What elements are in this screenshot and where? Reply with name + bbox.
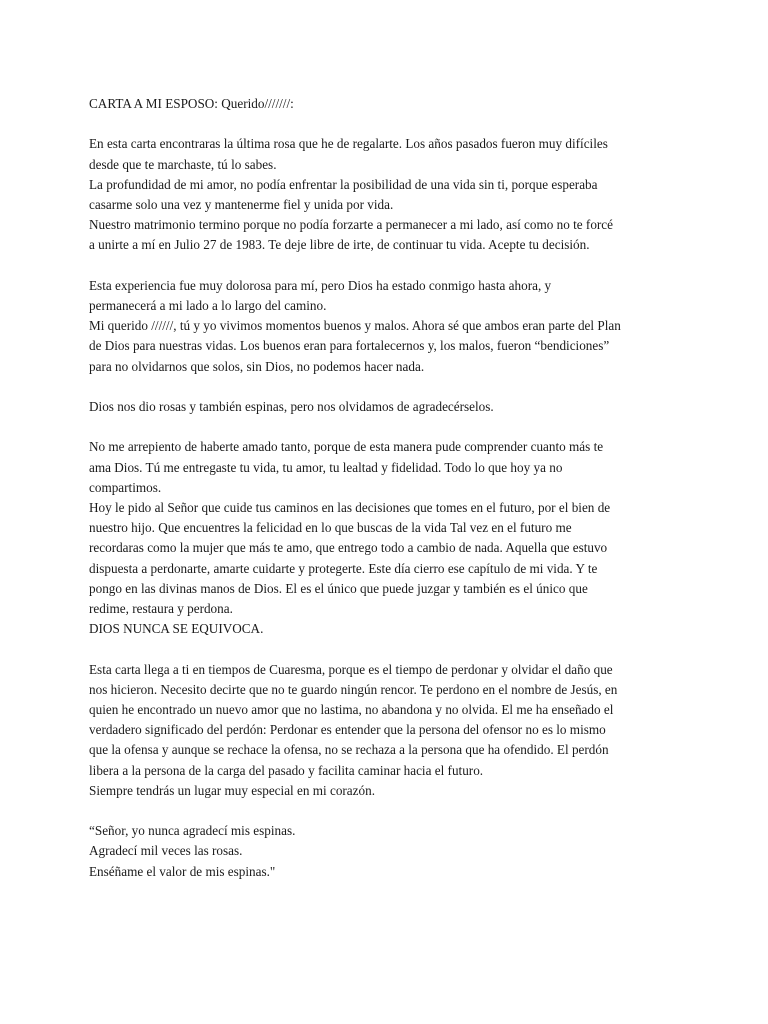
paragraph-line: Enséñame el valor de mis espinas."	[89, 863, 276, 879]
paragraph-line: nuestro hijo. Que encuentres la felicidad en lo que buscas de la vida Tal vez en el futuro me	[89, 520, 572, 536]
paragraph-line: libera a la persona de la carga del pasado y facilita caminar hacia el futuro.	[89, 762, 484, 778]
paragraph-line: “Señor, yo nunca agradecí mis espinas.	[89, 823, 296, 839]
paragraph	[89, 276, 701, 377]
paragraph-line: compartimos.	[89, 479, 162, 495]
paragraph-line: recordaras como la mujer que más te amo, que entrego todo a cambio de nada. Aquella que estuvo	[89, 540, 608, 556]
paragraph	[89, 821, 701, 882]
paragraph-gap	[89, 639, 701, 659]
paragraph-line: Nuestro matrimonio termino porque no podía forzarte a permanecer a mi lado, así como no te forcé	[89, 217, 614, 233]
paragraph-line: redime, restaura y perdona.	[89, 601, 233, 617]
paragraph-line: permanecerá a mi lado a lo largo del camino.	[89, 298, 327, 313]
paragraph-gap	[89, 256, 701, 276]
paragraph-line: Esta experiencia fue muy dolorosa para mí, pero Dios ha estado conmigo hasta ahora, y	[89, 277, 552, 293]
paragraph-line: Dios nos dio rosas y también espinas, pero nos olvidamos de agradecérselos.	[89, 399, 494, 414]
paragraph-line: desde que te marchaste, tú lo sabes.	[89, 156, 277, 172]
paragraph	[89, 134, 701, 255]
paragraph	[89, 437, 701, 639]
paragraph-line: No me arrepiento de haberte amado tanto, porque de esta manera pude comprender cuanto más te	[89, 439, 604, 455]
paragraph-line: dispuesta a perdonarte, amarte cuidarte y protegerte. Este día cierro ese capítulo de mi vida. Y te	[89, 560, 598, 576]
paragraph-line: pongo en las divinas manos de Dios. El es el único que puede juzgar y también es el único que	[89, 580, 588, 596]
paragraph-line: La profundidad de mi amor, no podía enfrentar la posibilidad de una vida sin ti, porque esperaba	[89, 176, 598, 192]
letter-body	[89, 134, 701, 881]
paragraph-line: casarme solo una vez y mantenerme fiel y unida por vida.	[89, 197, 394, 212]
paragraph-line: Mi querido //////, tú y yo vivimos momentos buenos y malos. Ahora sé que ambos eran parte del Plan	[89, 318, 621, 334]
paragraph-line: Esta carta llega a ti en tiempos de Cuaresma, porque es el tiempo de perdonar y olvidar el daño que	[89, 661, 613, 677]
paragraph-line: Siempre tendrás un lugar muy especial en mi corazón.	[89, 782, 375, 798]
paragraph-line: que la ofensa y aunque se rechace la ofensa, no se rechaza a la persona que ha ofendido. El perdón	[89, 742, 609, 758]
paragraph-line: Agradecí mil veces las rosas.	[89, 843, 243, 859]
paragraph-line: verdadero significado del perdón: Perdonar es entender que la persona del ofensor no es lo mismo	[89, 722, 606, 738]
paragraph-line: En esta carta encontraras la última rosa que he de regalarte. Los años pasados fueron muy difíciles	[89, 136, 608, 152]
paragraph-line: para no olvidarnos que solos, sin Dios, no podemos hacer nada.	[89, 358, 425, 374]
paragraph	[89, 397, 701, 417]
paragraph-line: nos hicieron. Necesito decirte que no te guardo ningún rencor. Te perdono en el nombre de Jesús, en	[89, 681, 618, 697]
paragraph-gap	[89, 417, 701, 437]
paragraph-line: Hoy le pido al Señor que cuide tus caminos en las decisiones que tomes en el futuro, por el bien de	[89, 500, 611, 515]
paragraph-line: a unirte a mí en Julio 27 de 1983. Te deje libre de irte, de continuar tu vida. Acepte tu decisión.	[89, 237, 590, 253]
letter-document	[89, 94, 701, 882]
paragraph-line: ama Dios. Tú me entregaste tu vida, tu amor, tu lealtad y fidelidad. Todo lo que hoy ya no	[89, 459, 563, 475]
paragraph-gap	[89, 377, 701, 397]
paragraph-gap	[89, 801, 701, 821]
paragraph	[89, 660, 701, 801]
letter-title: CARTA A MI ESPOSO: Querido///////:	[89, 96, 294, 111]
paragraph-line: DIOS NUNCA SE EQUIVOCA.	[89, 621, 264, 637]
paragraph-line: de Dios para nuestras vidas. Los buenos eran para fortalecernos y, los malos, fueron “bendiciones”	[89, 338, 610, 354]
paragraph-line: quien he encontrado un nuevo amor que no lastima, no abandona y no olvida. El me ha enseñado el	[89, 702, 614, 718]
